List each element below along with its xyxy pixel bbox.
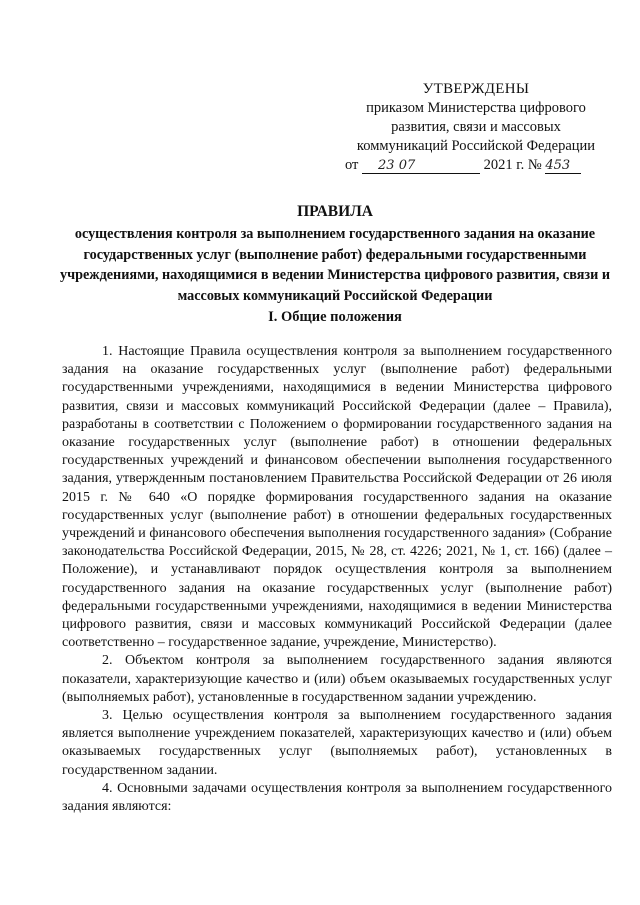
approval-line-1: приказом Министерства цифрового bbox=[366, 100, 586, 116]
paragraph-3: 3. Целью осуществления контроля за выполнением государственного задания является выполнение учреждением показателей, характеризующих качество и (или) объем оказываемых государственных услуг (выполняемых работ), установленных в государственном задании. bbox=[62, 708, 612, 778]
paragraph-4: 4. Основными задачами осуществления контроля за выполнением государственного задания являются: bbox=[62, 780, 612, 815]
section-heading: I. Общие положения bbox=[268, 309, 402, 325]
paragraph-1: 1. Настоящие Правила осуществления контроля за выполнением государственного задания на оказание государственных услуг (выполнение работ) федеральными государственными учреждениями, находящимися в ведении Министерства цифрового развития, связи и массовых коммуникаций Российской Федерации (далее – Правила), разработаны в соответствии с Положением о формировании государственного задания на оказание государственных услуг (выполнение работ) в отношении федеральных государственных учреждений и финансовом обеспечении выполнения государственного задания, утвержденным постановлением Правительства Российской Федерации от 26 июля 2015 г. № 640 «О порядке формирования государственного задания на оказание государственных услуг (выполнение работ) в отношении федеральных государственных учреждений и финансового обеспечения выполнения государственного задания» (Собрание законодательства Российской Федерации, 2015, № 28, ст. 4226; 2021, № 1, ст. 166) (далее – Положение), и устанавливают порядок осуществления контроля за выполнением государственного задания на оказание государственных услуг (выполнение работ) федеральными государственными учреждениями, находящимися в ведении Министерства цифрового развития, связи и массовых коммуникаций Российской Федерации (далее соответственно – государственное задание, учреждение, Министерство). bbox=[62, 344, 612, 651]
year-number-label: 2021 г. № bbox=[483, 157, 542, 173]
approval-stamp bbox=[345, 80, 607, 175]
section-body bbox=[62, 343, 612, 816]
document-title: ПРАВИЛА bbox=[297, 203, 373, 220]
handwritten-date: 23 07 bbox=[362, 158, 480, 174]
approval-date-line bbox=[345, 156, 607, 175]
approval-line-2: развития, связи и массовых bbox=[391, 119, 561, 135]
paragraph-2: 2. Объектом контроля за выполнением государственного задания являются показатели, характеризующие качество и (или) объем оказываемых государственных услуг (выполняемых работ), установленные в государственном задании учреждению. bbox=[62, 653, 612, 705]
document-subtitle: осуществления контроля за выполнением государственного задания на оказание государственных услуг (выполнение работ) федеральными государственными учреждениями, находящимися в ведении Министерства цифрового развития, связи и массовых коммуникаций Российской Федерации bbox=[60, 226, 610, 304]
approval-heading: УТВЕРЖДЕНЫ bbox=[422, 81, 530, 97]
handwritten-order-number: 453 bbox=[545, 158, 581, 174]
date-prefix: от bbox=[345, 157, 359, 173]
approval-line-3: коммуникаций Российской Федерации bbox=[356, 138, 596, 154]
